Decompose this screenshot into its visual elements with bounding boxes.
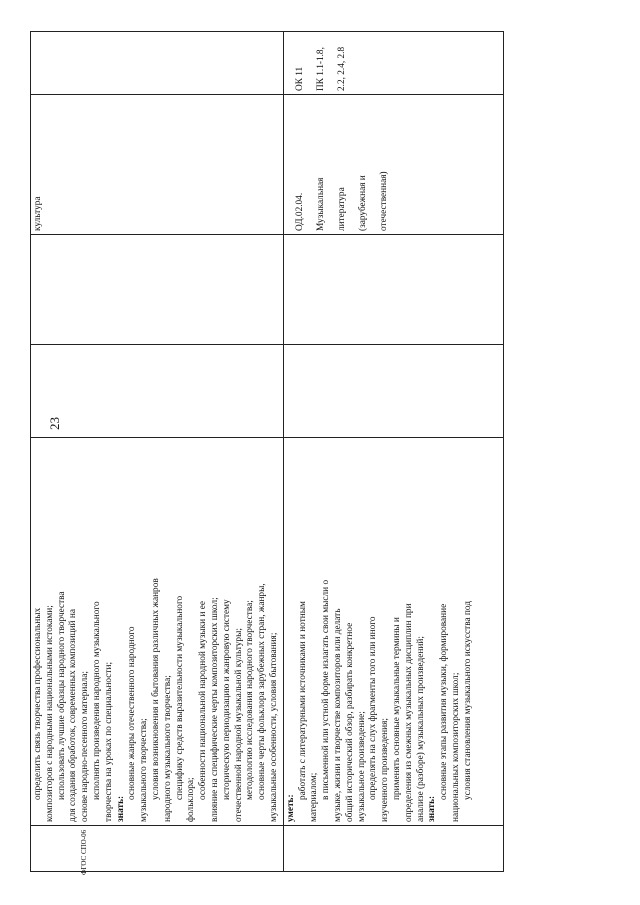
text-line: основные жанры отечественного народного <box>127 626 138 800</box>
curriculum-table <box>30 31 504 872</box>
rotated-table-area <box>30 22 610 882</box>
text-line: народного музыкального творчества; <box>162 675 173 822</box>
cell-index <box>31 826 284 872</box>
text-line: влияние на специфические черты композиторских школ; <box>209 597 220 822</box>
text-line: национальных композиторских школ; <box>450 672 461 822</box>
text-line: для создания обработок, современных композиций на <box>68 609 79 822</box>
text-line: анализе (разборе) музыкальных произведений; <box>415 636 426 822</box>
cell-competencies <box>31 32 284 95</box>
cell-index <box>283 826 503 872</box>
text-line: в письменной или устной форме излагать свои мысли о <box>321 579 332 800</box>
know-text <box>439 441 474 822</box>
text-line: музыкальные особенности, условия бытования; <box>268 632 279 822</box>
text-line: условия становления музыкального искусства под <box>462 600 473 800</box>
text-line: ОД.02.04. <box>295 192 306 231</box>
text-line: определять на слух фрагменты того или иного <box>368 616 379 800</box>
text-line: условия возникновения и бытования различных жанров <box>150 578 161 800</box>
table-row <box>31 32 284 872</box>
skills-label: уметь: <box>285 794 296 822</box>
footer-standard-code: ФГОС СПО-06 <box>80 829 88 875</box>
text-line: определить связь творчества профессиональных <box>33 607 43 800</box>
text-line: основе народно-песенного материала; <box>80 671 91 822</box>
text-line: Музыкальная <box>316 177 327 231</box>
discipline-name <box>295 98 391 231</box>
text-line: основные этапы развития музыки, формирование <box>439 603 450 800</box>
skills-text <box>298 441 428 822</box>
text-line: особенности национальной народной музыки и ее <box>198 601 209 800</box>
know-text <box>127 441 280 822</box>
text-line: музыке, жизни и творчестве композиторов или делать <box>332 608 343 822</box>
text-line: отечественная) <box>379 171 390 231</box>
text-line: использовать лучшие образцы народного творчества <box>56 591 67 800</box>
cell-hours-req <box>31 235 284 345</box>
text-line: основные черты фольклора зарубежных стран, жанры, <box>257 583 268 800</box>
text-line: отечественной народной музыкальной культуры; <box>233 628 244 822</box>
text-line: специфику средств выразительности музыкального <box>174 595 185 800</box>
competency-codes <box>295 35 349 91</box>
text-line: применять основные музыкальные термины и <box>391 617 402 800</box>
text-line: ОК 11 <box>295 66 306 91</box>
table-row <box>283 32 503 872</box>
cell-hours-max <box>283 345 503 438</box>
text-line: историческую периодизацию и жанровую систему <box>221 599 232 800</box>
text-line: определения из смежных музыкальных дисциплин при <box>403 603 414 822</box>
text-line: изученного произведения; <box>380 718 391 822</box>
text-line: музыкальное произведение; <box>356 711 367 822</box>
know-label: знать: <box>427 795 438 822</box>
know-label: знать: <box>115 795 126 822</box>
cell-requirements <box>283 438 503 826</box>
text-line: (зарубежная и <box>358 175 369 231</box>
text-line: литература <box>337 187 348 231</box>
text-line: 2.2, 2.4, 2.8 <box>337 46 348 91</box>
page-number: 23 <box>47 417 62 430</box>
cell-discipline: культура <box>31 95 284 235</box>
text-line: ПК 1.1-1.8, <box>316 47 327 91</box>
cell-discipline <box>283 95 503 235</box>
text-line: методологию исследования народного творчества; <box>245 600 256 800</box>
cell-requirements <box>31 438 284 826</box>
text-line: композиторов с народными национальными истоками; <box>44 605 55 822</box>
cell-hours-max <box>31 345 284 438</box>
text-line: работать с литературными источниками и нотным <box>297 601 308 800</box>
requirements-text <box>33 441 116 822</box>
text-line: фольклора; <box>186 777 197 822</box>
text-line: исполнять произведения народного музыкального <box>91 601 102 800</box>
text-line: музыкального творчества; <box>139 718 150 822</box>
text-line: творчества на уроках по специальности; <box>103 661 114 822</box>
cell-hours-req <box>283 235 503 345</box>
text-line: общий исторический обзор, разбирать конкретное <box>344 622 355 822</box>
text-line: материалом; <box>309 772 320 822</box>
cell-competencies <box>283 32 503 95</box>
